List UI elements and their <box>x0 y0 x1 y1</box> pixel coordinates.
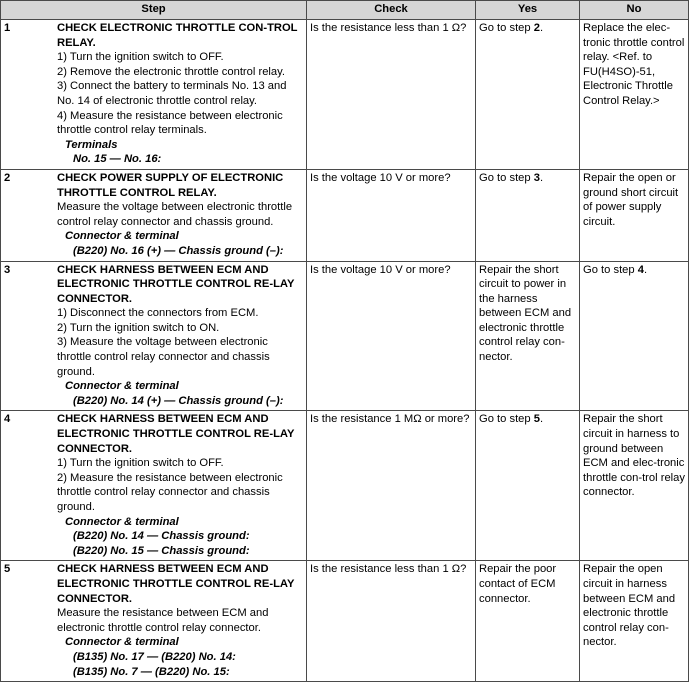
yes-step-ref: 3 <box>533 171 540 184</box>
yes-step-ref: 2 <box>533 22 540 34</box>
step-instruction: 4) Measure the resistance between electronic throttle control relay terminals. <box>57 109 283 137</box>
header-step: Step <box>1 1 307 20</box>
yes-action: Go to step <box>479 171 534 184</box>
step-number: 5 <box>4 563 11 576</box>
sub-heading: Connector & terminal <box>65 636 179 649</box>
yes-cell <box>476 20 580 170</box>
table-row <box>1 169 689 261</box>
table-header-row <box>1 1 689 20</box>
check-question: Is the voltage 10 V or more? <box>310 263 451 276</box>
step-intro: Measure the resistance between ECM and electronic throttle control relay connector. <box>57 607 269 634</box>
terminal-spec: (B220) No. 16 (+) — Chassis ground (–): <box>73 244 284 257</box>
no-cell <box>580 561 689 682</box>
header-check: Check <box>307 1 476 20</box>
step-instruction: 2) Remove the electronic throttle control relay. <box>57 65 285 78</box>
step-cell <box>1 261 307 411</box>
yes-action: Repair the short circuit to power in the harness between ECM and electronic throttle control relay con-nector. <box>479 263 572 364</box>
check-cell <box>307 411 476 561</box>
table-row <box>1 20 689 170</box>
check-question: Is the resistance less than 1 Ω? <box>310 22 467 34</box>
check-question: Is the resistance 1 MΩ or more? <box>310 413 470 426</box>
no-action: Go to step <box>583 263 638 276</box>
no-cell <box>580 411 689 561</box>
terminal-spec: (B220) No. 15 — Chassis ground: <box>73 544 250 557</box>
no-action: Replace the elec-tronic throttle control relay. <Ref. to FU(H4SO)-51, Electronic Throttle Control Relay.> <box>583 22 685 107</box>
terminal-spec: (B220) No. 14 — Chassis ground: <box>73 530 250 543</box>
yes-action: Go to step <box>479 413 534 426</box>
step-cell <box>1 169 307 261</box>
terminal-spec: (B135) No. 17 — (B220) No. 14: <box>73 650 236 663</box>
check-question: Is the voltage 10 V or more? <box>310 171 451 184</box>
step-instruction: 1) Turn the ignition switch to OFF. <box>57 51 224 64</box>
yes-action-end: . <box>539 22 544 34</box>
yes-action-end: . <box>539 171 544 184</box>
sub-heading: Connector & terminal <box>65 515 179 528</box>
step-instruction: 3) Connect the battery to terminals No. 13 and No. 14 of electronic throttle control relay. <box>57 80 287 107</box>
check-cell <box>307 20 476 170</box>
yes-cell <box>476 411 580 561</box>
yes-cell <box>476 561 580 682</box>
step-number: 3 <box>4 263 11 276</box>
no-cell <box>580 261 689 411</box>
step-instruction: 1) Disconnect the connectors from ECM. <box>57 307 259 320</box>
step-number: 1 <box>4 22 11 34</box>
check-question: Is the resistance less than 1 Ω? <box>310 563 467 576</box>
step-title: CHECK HARNESS BETWEEN ECM AND ELECTRONIC THROTTLE CONTROL RE-LAY CONNECTOR. <box>57 263 295 305</box>
step-title: CHECK ELECTRONIC THROTTLE CON-TROL RELAY. <box>57 22 298 49</box>
no-cell <box>580 20 689 170</box>
step-title: CHECK HARNESS BETWEEN ECM AND ELECTRONIC THROTTLE CONTROL RE-LAY CONNECTOR. <box>57 563 295 605</box>
terminal-spec: (B135) No. 7 — (B220) No. 15: <box>73 665 230 678</box>
sub-heading: Connector & terminal <box>65 230 179 243</box>
no-step-ref: 4 <box>637 263 644 276</box>
terminal-spec: No. 15 — No. 16: <box>73 153 162 166</box>
step-instruction: 2) Measure the resistance between electronic throttle control relay connector and chassis ground. <box>57 471 283 513</box>
yes-cell <box>476 261 580 411</box>
step-instruction: 1) Turn the ignition switch to OFF. <box>57 457 224 470</box>
step-title: CHECK HARNESS BETWEEN ECM AND ELECTRONIC THROTTLE CONTROL RE-LAY CONNECTOR. <box>57 413 295 455</box>
sub-heading: Terminals <box>65 138 118 151</box>
terminal-spec: (B220) No. 14 (+) — Chassis ground (–): <box>73 394 284 407</box>
check-cell <box>307 261 476 411</box>
no-cell <box>580 169 689 261</box>
check-cell <box>307 169 476 261</box>
step-title: CHECK POWER SUPPLY OF ELECTRONIC THROTTLE CONTROL RELAY. <box>57 171 284 199</box>
table-row <box>1 411 689 561</box>
header-yes: Yes <box>476 1 580 20</box>
step-number: 4 <box>4 413 11 426</box>
table-row <box>1 561 689 682</box>
no-action-end: . <box>643 263 648 276</box>
yes-action: Repair the poor contact of ECM connector. <box>479 563 557 605</box>
table-row <box>1 261 689 411</box>
no-action: Repair the open circuit in harness between ECM and electronic throttle control relay con-nector. <box>583 563 676 649</box>
no-action: Repair the open or ground short circuit of power supply circuit. <box>583 171 679 228</box>
yes-action-end: . <box>539 413 544 426</box>
step-cell <box>1 561 307 682</box>
step-cell <box>1 411 307 561</box>
yes-step-ref: 5 <box>533 413 540 426</box>
step-intro: Measure the voltage between electronic throttle control relay connector and chassis ground. <box>57 201 293 228</box>
step-instruction: 3) Measure the voltage between electronic throttle control relay connector and chassis ground. <box>57 336 270 378</box>
check-cell <box>307 561 476 682</box>
sub-heading: Connector & terminal <box>65 380 179 393</box>
yes-cell <box>476 169 580 261</box>
step-instruction: 2) Turn the ignition switch to ON. <box>57 321 220 334</box>
header-no: No <box>580 1 689 20</box>
no-action: Repair the short circuit in harness to ground between ECM and elec-tronic throttle con-trol relay connector. <box>583 413 685 499</box>
yes-action: Go to step <box>479 22 534 34</box>
step-cell <box>1 20 307 170</box>
step-number: 2 <box>4 171 11 184</box>
